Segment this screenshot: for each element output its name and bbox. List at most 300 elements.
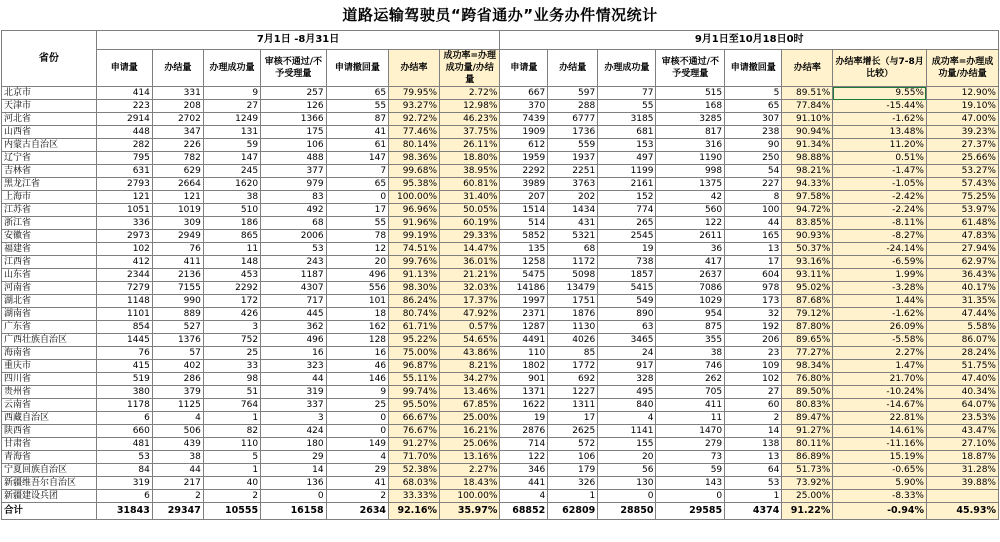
value-cell[interactable]: 492	[261, 204, 327, 217]
province-cell[interactable]: 福建省	[2, 243, 97, 256]
value-cell[interactable]: 2371	[500, 308, 548, 321]
value-cell[interactable]: 488	[261, 152, 327, 165]
value-cell[interactable]: 1371	[500, 386, 548, 399]
value-cell[interactable]: 1909	[500, 126, 548, 139]
province-cell[interactable]: 河北省	[2, 113, 97, 126]
value-cell[interactable]: 36.43%	[926, 269, 998, 282]
value-cell[interactable]: 817	[656, 126, 725, 139]
value-cell[interactable]: 9	[326, 386, 388, 399]
value-cell[interactable]: 495	[598, 386, 656, 399]
value-cell[interactable]: 5	[203, 451, 260, 464]
value-cell[interactable]: 2251	[548, 165, 598, 178]
value-cell[interactable]: 91.96%	[389, 217, 440, 230]
value-cell[interactable]: 94.72%	[782, 204, 833, 217]
value-cell[interactable]: 83.85%	[782, 217, 833, 230]
value-cell[interactable]: 282	[96, 139, 152, 152]
value-cell[interactable]: 2344	[96, 269, 152, 282]
value-cell[interactable]: 33.33%	[389, 490, 440, 503]
value-cell[interactable]: 84	[96, 464, 152, 477]
value-cell[interactable]: -0.94%	[833, 503, 927, 520]
value-cell[interactable]: 9	[203, 87, 260, 100]
value-cell[interactable]: 4	[500, 490, 548, 503]
value-cell[interactable]: 36	[656, 243, 725, 256]
value-cell[interactable]: 87	[326, 113, 388, 126]
value-cell[interactable]: 336	[96, 217, 152, 230]
value-cell[interactable]: 51	[203, 386, 260, 399]
value-cell[interactable]: 1.47%	[833, 360, 927, 373]
value-cell[interactable]: -8.33%	[833, 490, 927, 503]
value-cell[interactable]: 29	[326, 464, 388, 477]
value-cell[interactable]: 86.24%	[389, 295, 440, 308]
value-cell[interactable]: 147	[326, 152, 388, 165]
value-cell[interactable]: 61.48%	[926, 217, 998, 230]
value-cell[interactable]: 43.47%	[926, 425, 998, 438]
value-cell[interactable]: 1514	[500, 204, 548, 217]
value-cell[interactable]: 901	[500, 373, 548, 386]
value-cell[interactable]: 1876	[548, 308, 598, 321]
province-cell[interactable]: 青海省	[2, 451, 97, 464]
value-cell[interactable]: 146	[326, 373, 388, 386]
value-cell[interactable]: 667	[500, 87, 548, 100]
value-cell[interactable]: 612	[500, 139, 548, 152]
value-cell[interactable]: 515	[656, 87, 725, 100]
value-cell[interactable]: 20	[326, 256, 388, 269]
value-cell[interactable]: 76	[96, 347, 152, 360]
province-cell[interactable]: 贵州省	[2, 386, 97, 399]
value-cell[interactable]: 18	[326, 308, 388, 321]
value-cell[interactable]: 5475	[500, 269, 548, 282]
province-cell[interactable]: 四川省	[2, 373, 97, 386]
value-cell[interactable]: 47.92%	[440, 308, 500, 321]
value-cell[interactable]: 326	[548, 477, 598, 490]
province-cell[interactable]: 重庆市	[2, 360, 97, 373]
value-cell[interactable]: 323	[261, 360, 327, 373]
value-cell[interactable]: 179	[548, 464, 598, 477]
value-cell[interactable]: 44	[725, 217, 782, 230]
value-cell[interactable]: 8	[725, 191, 782, 204]
value-cell[interactable]: 415	[96, 360, 152, 373]
value-cell[interactable]: 417	[656, 256, 725, 269]
value-cell[interactable]: 106	[548, 451, 598, 464]
value-cell[interactable]: 18.80%	[440, 152, 500, 165]
value-cell[interactable]: 481	[96, 438, 152, 451]
value-cell[interactable]: 206	[725, 334, 782, 347]
value-cell[interactable]: 411	[152, 256, 203, 269]
value-cell[interactable]: 95.50%	[389, 399, 440, 412]
value-cell[interactable]: -8.11%	[833, 217, 927, 230]
value-cell[interactable]: -8.27%	[833, 230, 927, 243]
province-cell[interactable]: 广西壮族自治区	[2, 334, 97, 347]
value-cell[interactable]: 3185	[598, 113, 656, 126]
value-cell[interactable]: 43.86%	[440, 347, 500, 360]
value-cell[interactable]: 714	[500, 438, 548, 451]
value-cell[interactable]: 186	[203, 217, 260, 230]
value-cell[interactable]: 5321	[548, 230, 598, 243]
value-cell[interactable]: 380	[96, 386, 152, 399]
value-cell[interactable]: 11.20%	[833, 139, 927, 152]
value-cell[interactable]: -15.44%	[833, 100, 927, 113]
province-cell[interactable]: 陕西省	[2, 425, 97, 438]
value-cell[interactable]: 1802	[500, 360, 548, 373]
value-cell[interactable]: 2634	[326, 503, 388, 520]
value-cell[interactable]: 2949	[152, 230, 203, 243]
value-cell[interactable]: -2.24%	[833, 204, 927, 217]
value-cell[interactable]: 27	[203, 100, 260, 113]
value-cell[interactable]: 110	[500, 347, 548, 360]
value-cell[interactable]: 47.00%	[926, 113, 998, 126]
province-cell[interactable]: 西藏自治区	[2, 412, 97, 425]
value-cell[interactable]: 411	[656, 399, 725, 412]
value-cell[interactable]: 1	[725, 490, 782, 503]
value-cell[interactable]: 92.72%	[389, 113, 440, 126]
value-cell[interactable]: 46.23%	[440, 113, 500, 126]
value-cell[interactable]: 97.58%	[782, 191, 833, 204]
value-cell[interactable]: 16	[326, 347, 388, 360]
value-cell[interactable]: 136	[261, 477, 327, 490]
value-cell[interactable]: -1.62%	[833, 113, 927, 126]
value-cell[interactable]: 148	[203, 256, 260, 269]
value-cell[interactable]: 629	[152, 165, 203, 178]
value-cell[interactable]: 41	[326, 126, 388, 139]
value-cell[interactable]: 77.46%	[389, 126, 440, 139]
value-cell[interactable]: 95.02%	[782, 282, 833, 295]
value-cell[interactable]: 889	[152, 308, 203, 321]
value-cell[interactable]: 102	[96, 243, 152, 256]
value-cell[interactable]: 31.40%	[440, 191, 500, 204]
value-cell[interactable]: -5.58%	[833, 334, 927, 347]
value-cell[interactable]: 1249	[203, 113, 260, 126]
value-cell[interactable]: 7	[326, 165, 388, 178]
value-cell[interactable]: 47.83%	[926, 230, 998, 243]
province-cell[interactable]: 云南省	[2, 399, 97, 412]
value-cell[interactable]: 35.97%	[440, 503, 500, 520]
value-cell[interactable]: 17.37%	[440, 295, 500, 308]
value-cell[interactable]: 426	[203, 308, 260, 321]
value-cell[interactable]: 68	[548, 243, 598, 256]
value-cell[interactable]: 5	[725, 87, 782, 100]
value-cell[interactable]: 13479	[548, 282, 598, 295]
province-cell[interactable]: 辽宁省	[2, 152, 97, 165]
value-cell[interactable]: 2	[326, 490, 388, 503]
value-cell[interactable]: 31843	[96, 503, 152, 520]
value-cell[interactable]: 51.73%	[782, 464, 833, 477]
value-cell[interactable]: 59	[203, 139, 260, 152]
value-cell[interactable]: 2	[203, 490, 260, 503]
value-cell[interactable]: 453	[203, 269, 260, 282]
value-cell[interactable]: 1141	[598, 425, 656, 438]
value-cell[interactable]: 5098	[548, 269, 598, 282]
value-cell[interactable]: 71.70%	[389, 451, 440, 464]
value-cell[interactable]: 0	[261, 490, 327, 503]
value-cell[interactable]: 122	[656, 217, 725, 230]
province-cell[interactable]: 黑龙江省	[2, 178, 97, 191]
value-cell[interactable]: 319	[261, 386, 327, 399]
value-cell[interactable]: 3285	[656, 113, 725, 126]
value-cell[interactable]: 527	[152, 321, 203, 334]
province-cell[interactable]: 安徽省	[2, 230, 97, 243]
value-cell[interactable]: 92.16%	[389, 503, 440, 520]
value-cell[interactable]: 47.44%	[926, 308, 998, 321]
value-cell[interactable]: 1445	[96, 334, 152, 347]
value-cell[interactable]: 91.34%	[782, 139, 833, 152]
value-cell[interactable]: 207	[500, 191, 548, 204]
value-cell[interactable]: 681	[598, 126, 656, 139]
value-cell[interactable]: 7086	[656, 282, 725, 295]
value-cell[interactable]: 307	[725, 113, 782, 126]
value-cell[interactable]: 3763	[548, 178, 598, 191]
value-cell[interactable]: 439	[152, 438, 203, 451]
value-cell[interactable]: 135	[500, 243, 548, 256]
value-cell[interactable]: 7155	[152, 282, 203, 295]
value-cell[interactable]: 25	[203, 347, 260, 360]
value-cell[interactable]: 53	[261, 243, 327, 256]
value-cell[interactable]: 1620	[203, 178, 260, 191]
value-cell[interactable]: 331	[152, 87, 203, 100]
value-cell[interactable]: 79.95%	[389, 87, 440, 100]
value-cell[interactable]: 155	[598, 438, 656, 451]
value-cell[interactable]: 68	[261, 217, 327, 230]
value-cell[interactable]: 26.09%	[833, 321, 927, 334]
value-cell[interactable]: 59	[656, 464, 725, 477]
value-cell[interactable]: 25.06%	[440, 438, 500, 451]
value-cell[interactable]: 98	[203, 373, 260, 386]
value-cell[interactable]: 1	[203, 464, 260, 477]
value-cell[interactable]: 328	[598, 373, 656, 386]
value-cell[interactable]: 227	[725, 178, 782, 191]
value-cell[interactable]: 1178	[96, 399, 152, 412]
value-cell[interactable]: 5852	[500, 230, 548, 243]
value-cell[interactable]: 2	[725, 412, 782, 425]
value-cell[interactable]: 4	[152, 412, 203, 425]
value-cell[interactable]: 0	[656, 490, 725, 503]
value-cell[interactable]: 4491	[500, 334, 548, 347]
value-cell[interactable]: 217	[152, 477, 203, 490]
province-cell[interactable]: 江苏省	[2, 204, 97, 217]
value-cell[interactable]: 76.67%	[389, 425, 440, 438]
value-cell[interactable]: 1287	[500, 321, 548, 334]
value-cell[interactable]: 173	[725, 295, 782, 308]
value-cell[interactable]: 4307	[261, 282, 327, 295]
province-cell[interactable]: 甘肃省	[2, 438, 97, 451]
value-cell[interactable]: 95.22%	[389, 334, 440, 347]
value-cell[interactable]: 692	[548, 373, 598, 386]
value-cell[interactable]: 226	[152, 139, 203, 152]
value-cell[interactable]: 14.47%	[440, 243, 500, 256]
value-cell[interactable]: 98.36%	[389, 152, 440, 165]
value-cell[interactable]: -0.65%	[833, 464, 927, 477]
value-cell[interactable]: 572	[548, 438, 598, 451]
value-cell[interactable]: 64	[725, 464, 782, 477]
value-cell[interactable]: 6	[96, 412, 152, 425]
value-cell[interactable]: 172	[203, 295, 260, 308]
value-cell[interactable]: 0	[598, 490, 656, 503]
value-cell[interactable]: 87.80%	[782, 321, 833, 334]
province-cell[interactable]: 新疆维吾尔自治区	[2, 477, 97, 490]
province-cell[interactable]: 广东省	[2, 321, 97, 334]
value-cell[interactable]	[926, 490, 998, 503]
value-cell[interactable]: 3465	[598, 334, 656, 347]
value-cell[interactable]: 94.33%	[782, 178, 833, 191]
value-cell[interactable]: 93.27%	[389, 100, 440, 113]
value-cell[interactable]: 5.58%	[926, 321, 998, 334]
value-cell[interactable]: 101	[326, 295, 388, 308]
value-cell[interactable]: 65	[326, 87, 388, 100]
value-cell[interactable]: 168	[656, 100, 725, 113]
value-cell[interactable]: 2625	[548, 425, 598, 438]
value-cell[interactable]: 2	[152, 490, 203, 503]
value-cell[interactable]: 990	[152, 295, 203, 308]
value-cell[interactable]: 1172	[548, 256, 598, 269]
province-cell[interactable]: 湖南省	[2, 308, 97, 321]
value-cell[interactable]: 917	[598, 360, 656, 373]
value-cell[interactable]: 80.74%	[389, 308, 440, 321]
value-cell[interactable]: 3	[203, 321, 260, 334]
value-cell[interactable]: 17	[725, 256, 782, 269]
value-cell[interactable]: 55	[598, 100, 656, 113]
value-cell[interactable]: 98.34%	[782, 360, 833, 373]
value-cell[interactable]: 1959	[500, 152, 548, 165]
province-cell[interactable]: 宁夏回族自治区	[2, 464, 97, 477]
value-cell[interactable]: 93.11%	[782, 269, 833, 282]
value-cell[interactable]: 54	[725, 165, 782, 178]
value-cell[interactable]: 110	[203, 438, 260, 451]
value-cell[interactable]: 2664	[152, 178, 203, 191]
value-cell[interactable]: 90.93%	[782, 230, 833, 243]
value-cell[interactable]: 448	[96, 126, 152, 139]
value-cell[interactable]: 63	[598, 321, 656, 334]
province-cell[interactable]: 合计	[2, 503, 97, 520]
value-cell[interactable]: 1311	[548, 399, 598, 412]
value-cell[interactable]: 1258	[500, 256, 548, 269]
value-cell[interactable]: 126	[261, 100, 327, 113]
value-cell[interactable]: 13	[725, 451, 782, 464]
value-cell[interactable]: 14186	[500, 282, 548, 295]
value-cell[interactable]: 1470	[656, 425, 725, 438]
value-cell[interactable]: 39.88%	[926, 477, 998, 490]
value-cell[interactable]: 68852	[500, 503, 548, 520]
value-cell[interactable]: 25	[326, 399, 388, 412]
value-cell[interactable]: 1772	[548, 360, 598, 373]
value-cell[interactable]: 355	[656, 334, 725, 347]
value-cell[interactable]: 377	[261, 165, 327, 178]
value-cell[interactable]: 9.55%	[833, 87, 927, 100]
value-cell[interactable]: 95.38%	[389, 178, 440, 191]
value-cell[interactable]: 41	[326, 477, 388, 490]
value-cell[interactable]: 80.14%	[389, 139, 440, 152]
value-cell[interactable]: 1622	[500, 399, 548, 412]
value-cell[interactable]: 18.87%	[926, 451, 998, 464]
value-cell[interactable]: 14	[261, 464, 327, 477]
value-cell[interactable]: 4	[326, 451, 388, 464]
value-cell[interactable]: 34.27%	[440, 373, 500, 386]
value-cell[interactable]: 890	[598, 308, 656, 321]
value-cell[interactable]: 979	[261, 178, 327, 191]
value-cell[interactable]: 346	[500, 464, 548, 477]
value-cell[interactable]: 60.81%	[440, 178, 500, 191]
value-cell[interactable]: 2292	[203, 282, 260, 295]
value-cell[interactable]: 29	[261, 451, 327, 464]
value-cell[interactable]: 279	[656, 438, 725, 451]
value-cell[interactable]: 431	[548, 217, 598, 230]
value-cell[interactable]: 998	[656, 165, 725, 178]
value-cell[interactable]: 67.85%	[440, 399, 500, 412]
value-cell[interactable]: 29585	[656, 503, 725, 520]
value-cell[interactable]: 1227	[548, 386, 598, 399]
value-cell[interactable]: 705	[656, 386, 725, 399]
value-cell[interactable]: 12.90%	[926, 87, 998, 100]
value-cell[interactable]: 1130	[548, 321, 598, 334]
value-cell[interactable]: 75.00%	[389, 347, 440, 360]
value-cell[interactable]: 245	[203, 165, 260, 178]
value-cell[interactable]: 1751	[548, 295, 598, 308]
value-cell[interactable]: 65	[326, 178, 388, 191]
value-cell[interactable]: 86.89%	[782, 451, 833, 464]
value-cell[interactable]: 1937	[548, 152, 598, 165]
value-cell[interactable]: 12	[326, 243, 388, 256]
value-cell[interactable]: 782	[152, 152, 203, 165]
value-cell[interactable]: 26.11%	[440, 139, 500, 152]
province-cell[interactable]: 内蒙古自治区	[2, 139, 97, 152]
value-cell[interactable]: 1190	[656, 152, 725, 165]
value-cell[interactable]: 60	[725, 399, 782, 412]
value-cell[interactable]: 56	[598, 464, 656, 477]
value-cell[interactable]: 1.44%	[833, 295, 927, 308]
province-cell[interactable]: 山西省	[2, 126, 97, 139]
value-cell[interactable]: 2006	[261, 230, 327, 243]
value-cell[interactable]: 44	[261, 373, 327, 386]
value-cell[interactable]: 347	[152, 126, 203, 139]
value-cell[interactable]: 1199	[598, 165, 656, 178]
value-cell[interactable]: 50.37%	[782, 243, 833, 256]
value-cell[interactable]: 2611	[656, 230, 725, 243]
value-cell[interactable]: 1	[548, 490, 598, 503]
value-cell[interactable]: 66.67%	[389, 412, 440, 425]
value-cell[interactable]: 47.40%	[926, 373, 998, 386]
value-cell[interactable]: 55	[326, 217, 388, 230]
value-cell[interactable]: 19	[500, 412, 548, 425]
value-cell[interactable]: 1376	[152, 334, 203, 347]
value-cell[interactable]: 99.76%	[389, 256, 440, 269]
value-cell[interactable]: -1.47%	[833, 165, 927, 178]
value-cell[interactable]: 362	[261, 321, 327, 334]
value-cell[interactable]: 0	[326, 425, 388, 438]
value-cell[interactable]: 18.43%	[440, 477, 500, 490]
value-cell[interactable]: 250	[725, 152, 782, 165]
value-cell[interactable]: 7279	[96, 282, 152, 295]
value-cell[interactable]: 21.21%	[440, 269, 500, 282]
value-cell[interactable]: 286	[152, 373, 203, 386]
value-cell[interactable]: 37.75%	[440, 126, 500, 139]
value-cell[interactable]: 80.11%	[782, 438, 833, 451]
value-cell[interactable]: 2.27%	[440, 464, 500, 477]
value-cell[interactable]: 14.61%	[833, 425, 927, 438]
value-cell[interactable]: 138	[725, 438, 782, 451]
value-cell[interactable]: 17	[326, 204, 388, 217]
value-cell[interactable]: 90	[725, 139, 782, 152]
value-cell[interactable]: -1.05%	[833, 178, 927, 191]
value-cell[interactable]: 738	[598, 256, 656, 269]
value-cell[interactable]: 13.16%	[440, 451, 500, 464]
value-cell[interactable]: 53	[96, 451, 152, 464]
value-cell[interactable]: 11	[203, 243, 260, 256]
value-cell[interactable]: 4374	[725, 503, 782, 520]
value-cell[interactable]: 29347	[152, 503, 203, 520]
value-cell[interactable]: 19.10%	[926, 100, 998, 113]
value-cell[interactable]: 98.21%	[782, 165, 833, 178]
value-cell[interactable]: 23	[725, 347, 782, 360]
value-cell[interactable]: 265	[598, 217, 656, 230]
value-cell[interactable]: 91.27%	[389, 438, 440, 451]
